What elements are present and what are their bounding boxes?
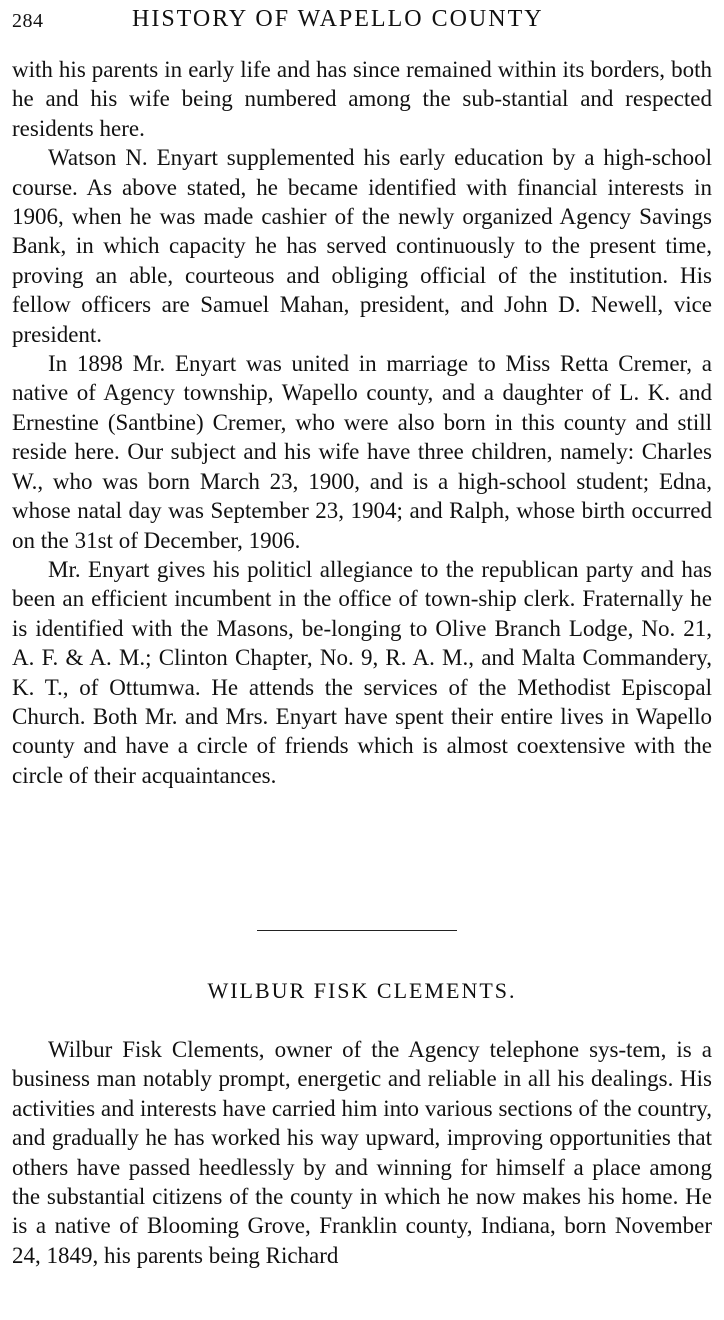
paragraph: In 1898 Mr. Enyart was united in marriage to Miss Retta Cremer, a native of Agency township, Wapello county, and a daughter of L. K. and Ernestine (Santbine) Cremer, who were also born in this county and still reside here. Our subject and his wife have three children, namely: Charles W., who was born March 23, 1900, and is a high-school student; Edna, whose natal day was September 23, 1904; and Ralph, whose birth occurred on the 31st of December, 1906. (12, 351, 712, 553)
running-title: HISTORY OF WAPELLO COUNTY (132, 6, 544, 32)
section-heading: WILBUR FISK CLEMENTS. (207, 978, 517, 1003)
paragraph: with his parents in early life and has since remained within its borders, both he and his wife being numbered among the sub-stantial and respected residents here. (12, 57, 712, 141)
clements-biography (12, 1035, 712, 1270)
paragraph: Wilbur Fisk Clements, owner of the Agency telephone sys-tem, is a business man notably prompt, energetic and reliable in all his dealings. His activities and interests have carried him into various sections of the country, and gradually he has worked his way upward, improving opportunities that others have passed heedlessly by and winning for himself a place among the substantial citizens of the county in which he now makes his home. He is a native of Blooming Grove, Franklin county, Indiana, born November 24, 1849, his parents being Richard (12, 1037, 712, 1268)
page-number: 284 (12, 10, 44, 32)
enyart-biography-continuation (12, 55, 712, 790)
paragraph: Mr. Enyart gives his politicl allegiance to the republican party and has been an efficient incumbent in the office of town-ship clerk. Fraternally he is identified with the Masons, be-longing to Olive Branch Lodge, No. 21, A. F. & A. M.; Clinton Chapter, No. 9, R. A. M., and Malta Commandery, K. T., of Ottumwa. He attends the services of the Methodist Episcopal Church. Both Mr. and Mrs. Enyart have spent their entire lives in Wapello county and have a circle of friends which is almost coextensive with the circle of their acquaintances. (12, 556, 712, 788)
paragraph: Watson N. Enyart supplemented his early education by a high-school course. As above stated, he became identified with financial interests in 1906, when he was made cashier of the newly organized Agency Savings Bank, in which capacity he has served continuously to the present time, proving an able, courteous and obliging official of the institution. His fellow officers are Samuel Mahan, president, and John D. Newell, vice president. (12, 145, 712, 347)
running-head (12, 6, 712, 36)
section-divider (257, 930, 457, 931)
